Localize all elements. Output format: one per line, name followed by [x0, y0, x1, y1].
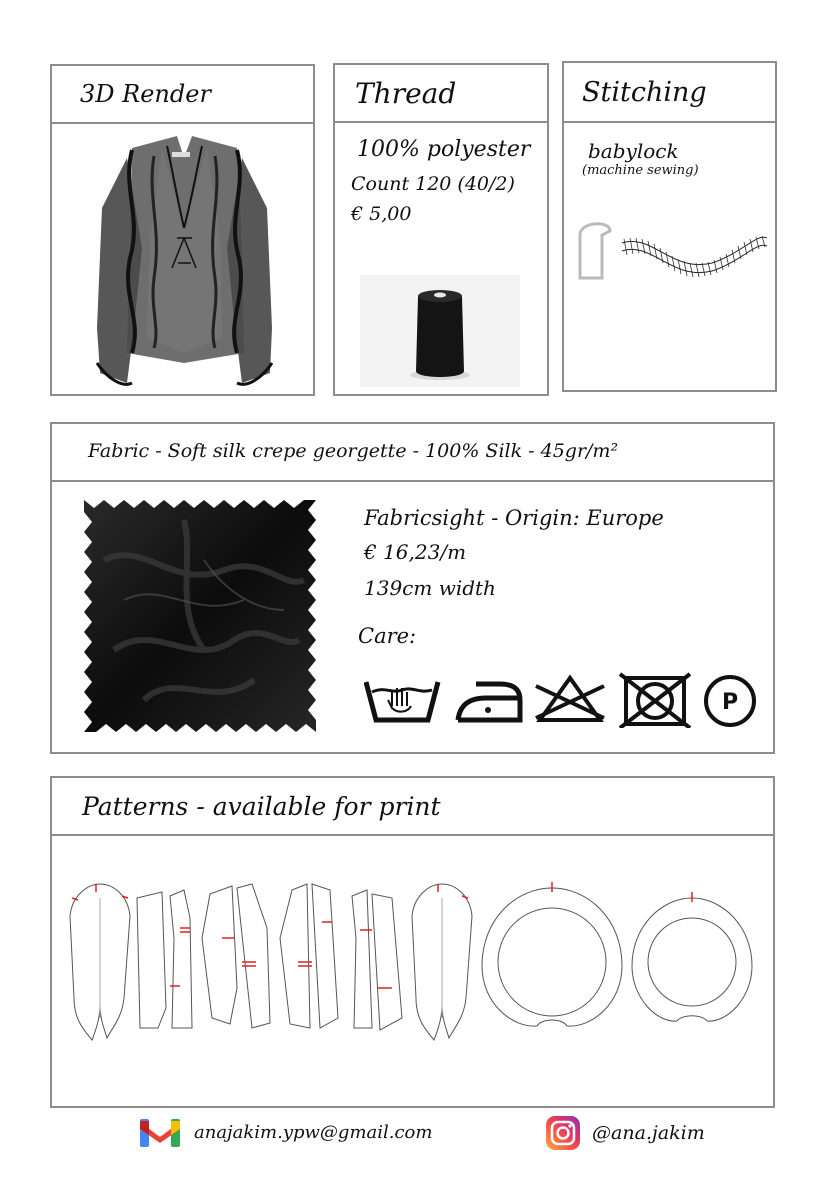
fabric-supplier: Fabricsight - Origin: Europe: [364, 506, 664, 530]
no-tumble-dry-icon: [620, 674, 690, 728]
thread-count: Count 120 (40/2): [351, 173, 515, 195]
hand-wash-icon: [366, 682, 438, 720]
email-link[interactable]: anajakim.ypw@gmail.com: [194, 1122, 433, 1143]
jacket-render-image: [92, 128, 277, 393]
render-card: [50, 64, 315, 396]
fabric-width: 139cm width: [364, 576, 496, 600]
footer: [0, 1110, 820, 1170]
stitching-card-title: Stitching: [582, 77, 707, 108]
render-card-header: [52, 66, 313, 124]
render-card-title: 3D Render: [80, 80, 211, 108]
no-bleach-icon: [536, 678, 604, 720]
thread-card: [333, 63, 549, 396]
stitching-note: (machine sewing): [582, 163, 699, 178]
patterns-card-header: [52, 778, 773, 836]
thread-spool-image: [360, 275, 520, 387]
gmail-icon[interactable]: [140, 1117, 180, 1149]
stitching-method: babylock: [588, 139, 679, 163]
fabric-swatch-image: [84, 500, 316, 732]
care-symbols: [364, 672, 759, 728]
thread-material: 100% polyester: [357, 137, 531, 162]
svg-text:P: P: [721, 690, 739, 715]
pattern-pieces-drawing: [62, 878, 767, 1058]
care-label: Care:: [358, 624, 417, 648]
patterns-card: [50, 776, 775, 1108]
overlock-stitch-diagram: [572, 213, 772, 293]
fabric-card-header: [52, 424, 773, 482]
patterns-card-title: Patterns - available for print: [82, 792, 441, 821]
professional-dry-clean-p-icon: [706, 677, 754, 725]
instagram-icon[interactable]: [546, 1116, 580, 1150]
fabric-price: € 16,23/m: [364, 540, 467, 564]
instagram-handle-link[interactable]: @ana.jakim: [592, 1122, 705, 1144]
thread-price: € 5,00: [351, 203, 412, 225]
fabric-card-title: Fabric - Soft silk crepe georgette - 100% Silk - 45gr/m²: [88, 440, 619, 462]
fabric-card: [50, 422, 775, 754]
thread-card-header: [335, 65, 547, 123]
iron-low-heat-icon: [458, 684, 520, 720]
thread-card-title: Thread: [355, 77, 457, 110]
stitching-card: [562, 61, 777, 392]
stitching-card-header: [564, 63, 775, 123]
